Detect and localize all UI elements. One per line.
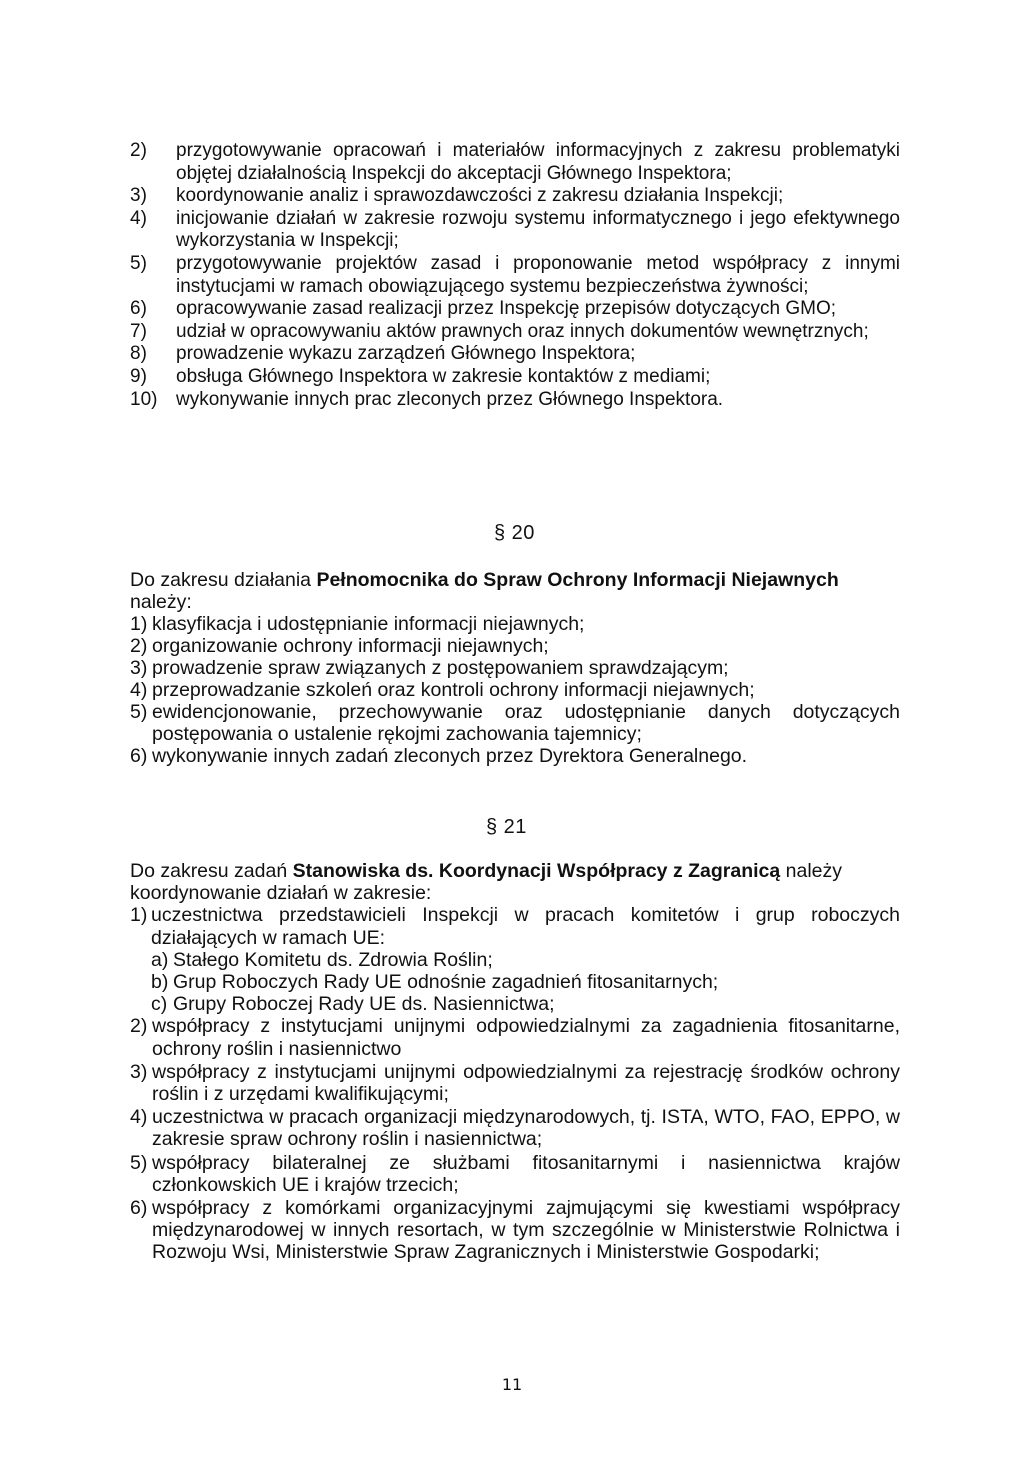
item-text: ewidencjonowanie, przechowywanie oraz udostępnianie danych dotyczących postępowania o ustalenie rękojmi zachowania tajemnicy; [152,701,900,745]
item-number: 2) [130,1015,148,1038]
section-21-title: § 21 [486,816,527,838]
section-20-body [130,569,900,767]
list-item [130,185,900,208]
item-number: 3) [130,657,148,679]
list-item [130,679,900,701]
item-text: współpracy z instytucjami unijnymi odpowiedzialnymi za rejestrację środków ochrony roślin i z urzędami kwalifikującymi; [152,1060,900,1106]
section-21-intro-bold: Stanowiska ds. Koordynacji Współpracy z Zagranicą [292,860,781,882]
section-21-body [130,860,900,1265]
list-item [130,1152,900,1196]
list-item [151,993,900,1015]
item-number: a) [151,948,169,971]
list-item [130,701,900,745]
item-text: obsługa Głównego Inspektora w zakresie kontaktów z mediami; [176,365,711,387]
section-20-intro-text: Do zakresu działania [130,569,317,591]
section-20-intro-bold: Pełnomocnika do Spraw Ochrony Informacji Niejawnych [316,569,839,591]
section-20-title: § 20 [494,522,535,544]
list-item [151,949,900,971]
item-text: wykonywanie innych prac zleconych przez Głównego Inspektora. [176,388,724,410]
item-number: b) [151,971,169,994]
item-text: inicjowanie działań w zakresie rozwoju systemu informatycznego i jego efektywnego wykorzystania w Inspekcji; [176,207,900,252]
list-item [130,389,900,412]
item-text: przeprowadzanie szkoleń oraz kontroli ochrony informacji niejawnych; [152,679,755,701]
item-number: 6) [130,1197,148,1220]
list-item [151,971,900,993]
section-20-intro-tail: należy: [130,591,192,613]
list-item [130,298,900,321]
item-text: klasyfikacja i udostępnianie informacji niejawnych; [152,613,585,635]
section-21-intro [130,860,900,904]
list-item [130,253,900,298]
list-item [130,1061,900,1105]
item-text: Stałego Komitetu ds. Zdrowia Roślin; [173,948,493,971]
item-number: 3) [130,1060,148,1083]
section-21-list [130,1015,900,1263]
list-item [130,321,900,344]
list-item [130,657,900,679]
item-number: 9) [130,365,147,387]
item-text: przygotowywanie projektów zasad i proponowanie metod współpracy z innymi instytucjami w ramach obowiązującego systemu bezpieczeństwa żywności; [176,252,900,297]
page-number: 11 [501,1375,523,1394]
item-text: wykonywanie innych zadań zleconych przez Dyrektora Generalnego. [152,745,748,767]
list-item [130,343,900,366]
item-number: 4) [130,679,148,701]
list-item [130,1106,900,1150]
section-21-intro-text: Do zakresu zadań [130,860,293,882]
item-number: 6) [130,745,148,767]
section-21-item-1 [130,904,900,948]
item-text: prowadzenie spraw związanych z postępowaniem sprawdzającym; [152,657,729,679]
item-text: współpracy z instytucjami unijnymi odpowiedzialnymi za zagadnienia fitosanitarne, ochrony roślin i nasiennictwo [152,1015,900,1060]
item-text: prowadzenie wykazu zarządzeń Głównego Inspektora; [176,343,636,365]
list-item [130,366,900,389]
list-item [130,140,900,185]
item-number: 5) [130,701,148,723]
top-list [130,140,900,411]
item-text: współpracy bilateralnej ze służbami fitosanitarnymi i nasiennictwa krajów członkowskich UE i krajów trzecich; [152,1151,900,1196]
list-item [130,1015,900,1059]
item-number: 1) [130,904,148,927]
item-text: Grupy Roboczej Rady UE ds. Nasiennictwa; [173,993,555,1016]
list-item [130,613,900,635]
item-number: 7) [130,320,147,342]
item-text: współpracy z komórkami organizacyjnymi zajmującymi się kwestiami współpracy międzynarodowej w innych resortach, w tym szczególnie w Ministerstwie Rolnictwa i Rozwoju Wsi, Ministerstwie Spraw Zagranicznych i Ministerstwie Gospodarki; [152,1197,900,1264]
list-item [130,745,900,767]
item-number: 5) [130,1151,148,1174]
list-item [130,635,900,657]
section-20-list [130,613,900,767]
item-number: 6) [130,298,147,320]
item-number: 3) [130,185,147,207]
item-text: uczestnictwa przedstawicieli Inspekcji w pracach komitetów i grup roboczych działających w ramach UE: [151,904,900,949]
section-21-intro-tail: należy koordynowanie działań w zakresie: [130,860,843,905]
item-text: przygotowywanie opracowań i materiałów informacyjnych z zakresu problematyki objętej działalnością Inspekcji do akceptacji Głównego Inspektora; [176,140,900,184]
item-text: uczestnictwa w pracach organizacji międzynarodowych, tj. ISTA, WTO, FAO, EPPO, w zakresie spraw ochrony roślin i nasiennictwa; [152,1106,900,1151]
item-number: 10) [130,388,158,410]
item-number: 4) [130,1106,148,1129]
item-number: c) [151,993,168,1016]
item-text: koordynowanie analiz i sprawozdawczości z zakresu działania Inspekcji; [176,185,784,207]
item-number: 1) [130,613,148,635]
item-text: organizowanie ochrony informacji niejawnych; [152,635,549,657]
item-text: opracowywanie zasad realizacji przez Inspekcję przepisów dotyczących GMO; [176,298,836,320]
item-number: 8) [130,343,147,365]
item-text: Grup Roboczych Rady UE odnośnie zagadnień fitosanitarnych; [173,971,719,994]
list-item [130,1197,900,1264]
item-number: 5) [130,252,147,274]
item-number: 2) [130,140,147,161]
section-21-subitems [130,949,900,1016]
item-number: 4) [130,207,147,229]
section-20-intro [130,569,900,613]
item-text: udział w opracowywaniu aktów prawnych oraz innych dokumentów wewnętrznych; [176,320,869,342]
list-item [130,208,900,253]
item-number: 2) [130,635,148,657]
